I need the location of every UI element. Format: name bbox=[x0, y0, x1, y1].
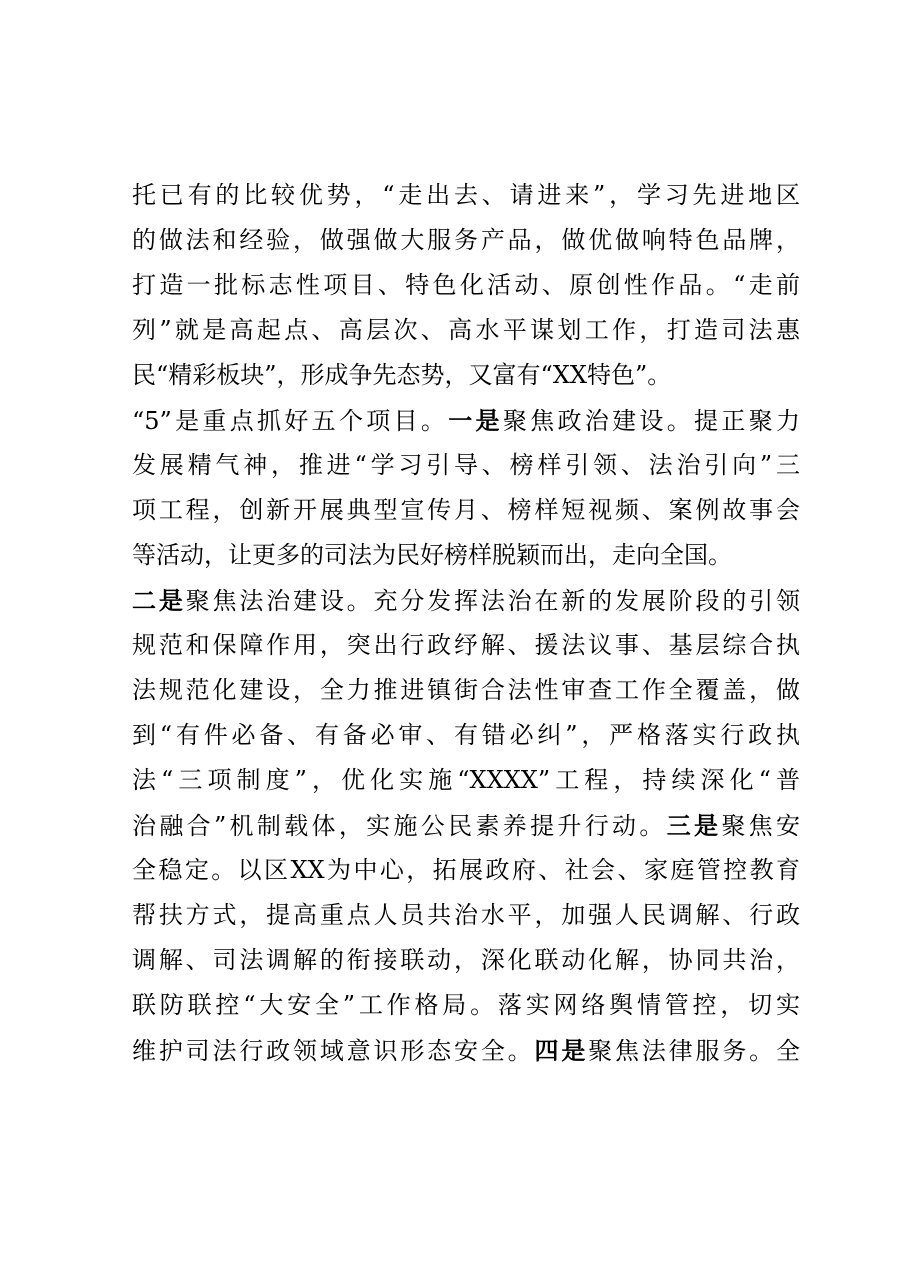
text-segment: 调解、司法调解的衔接联动，深化联动化解，协同共治， bbox=[132, 946, 800, 974]
text-segment: 列”就是高起点、高层次、高水平谋划工作，打造司法惠 bbox=[132, 316, 800, 344]
text-segment: 规范和保障作用，突出行政纾解、援法议事、基层综合执 bbox=[132, 631, 800, 659]
bold-lead-phrase: 二是 bbox=[132, 586, 186, 615]
text-line bbox=[132, 263, 800, 308]
text-segment: 联防联控“大安全”工作格局。落实网络舆情管控，切实 bbox=[132, 991, 800, 1019]
text-segment: 维护司法行政领域意识形态安全。 bbox=[132, 1037, 535, 1065]
bold-lead-phrase: 三是 bbox=[666, 811, 722, 840]
bold-lead-phrase: 四是 bbox=[534, 1036, 589, 1065]
text-segment: 发展精气神，推进“学习引导、榜样引领、法治引向”三 bbox=[132, 451, 800, 479]
body-text bbox=[132, 173, 800, 1073]
text-segment: 托已有的比较优势，“走出去、请进来”，学习先进地区 bbox=[132, 181, 800, 209]
text-segment: 等活动，让更多的司法为民好榜样脱颖而出，走向全国。 bbox=[132, 541, 732, 569]
text-segment: “5”是重点抓好五个项目。 bbox=[132, 407, 449, 435]
text-line bbox=[132, 533, 800, 578]
text-segment: 聚焦安 bbox=[721, 812, 801, 840]
text-line bbox=[132, 623, 800, 668]
text-segment: 法“三项制度”，优化实施“XXXX”工程，持续深化“普 bbox=[132, 766, 800, 794]
text-line bbox=[132, 713, 800, 758]
text-line bbox=[132, 488, 800, 533]
bold-lead-phrase: 一是 bbox=[448, 406, 503, 435]
text-segment: 法规范化建设，全力推进镇街合法性审查工作全覆盖，做 bbox=[132, 676, 800, 704]
text-line bbox=[132, 938, 800, 983]
text-segment: 聚焦政治建设。提正聚力 bbox=[502, 407, 800, 435]
text-segment: 民“精彩板块”，形成争先态势，又富有“XX特色”。 bbox=[132, 361, 672, 389]
text-segment: 到“有件必备、有备必审、有错必纠”，严格落实行政执 bbox=[132, 721, 800, 749]
text-segment: 打造一批标志性项目、特色化活动、原创性作品。“走前 bbox=[132, 271, 800, 299]
text-line bbox=[132, 668, 800, 713]
text-line bbox=[132, 893, 800, 938]
text-line bbox=[132, 1028, 800, 1073]
text-line bbox=[132, 803, 800, 848]
text-line bbox=[132, 848, 800, 893]
text-line bbox=[132, 398, 800, 443]
text-segment: 聚焦法治建设。充分发挥法治在新的发展阶段的引领 bbox=[185, 587, 801, 615]
text-segment: 项工程，创新开展典型宣传月、榜样短视频、案例故事会 bbox=[132, 496, 800, 524]
text-line bbox=[132, 758, 800, 803]
text-line bbox=[132, 353, 800, 398]
text-segment: 聚焦法律服务。全 bbox=[588, 1037, 801, 1065]
text-line bbox=[132, 983, 800, 1028]
text-line bbox=[132, 578, 800, 623]
text-line bbox=[132, 308, 800, 353]
text-line bbox=[132, 443, 800, 488]
text-line bbox=[132, 173, 800, 218]
text-segment: 的做法和经验，做强做大服务产品，做优做响特色品牌， bbox=[132, 226, 800, 254]
text-segment: 帮扶方式，提高重点人员共治水平，加强人民调解、行政 bbox=[132, 901, 800, 929]
text-segment: 全稳定。以区XX为中心，拓展政府、社会、家庭管控教育 bbox=[132, 856, 800, 884]
text-line bbox=[132, 218, 800, 263]
text-segment: 治融合”机制载体，实施公民素养提升行动。 bbox=[132, 812, 667, 840]
